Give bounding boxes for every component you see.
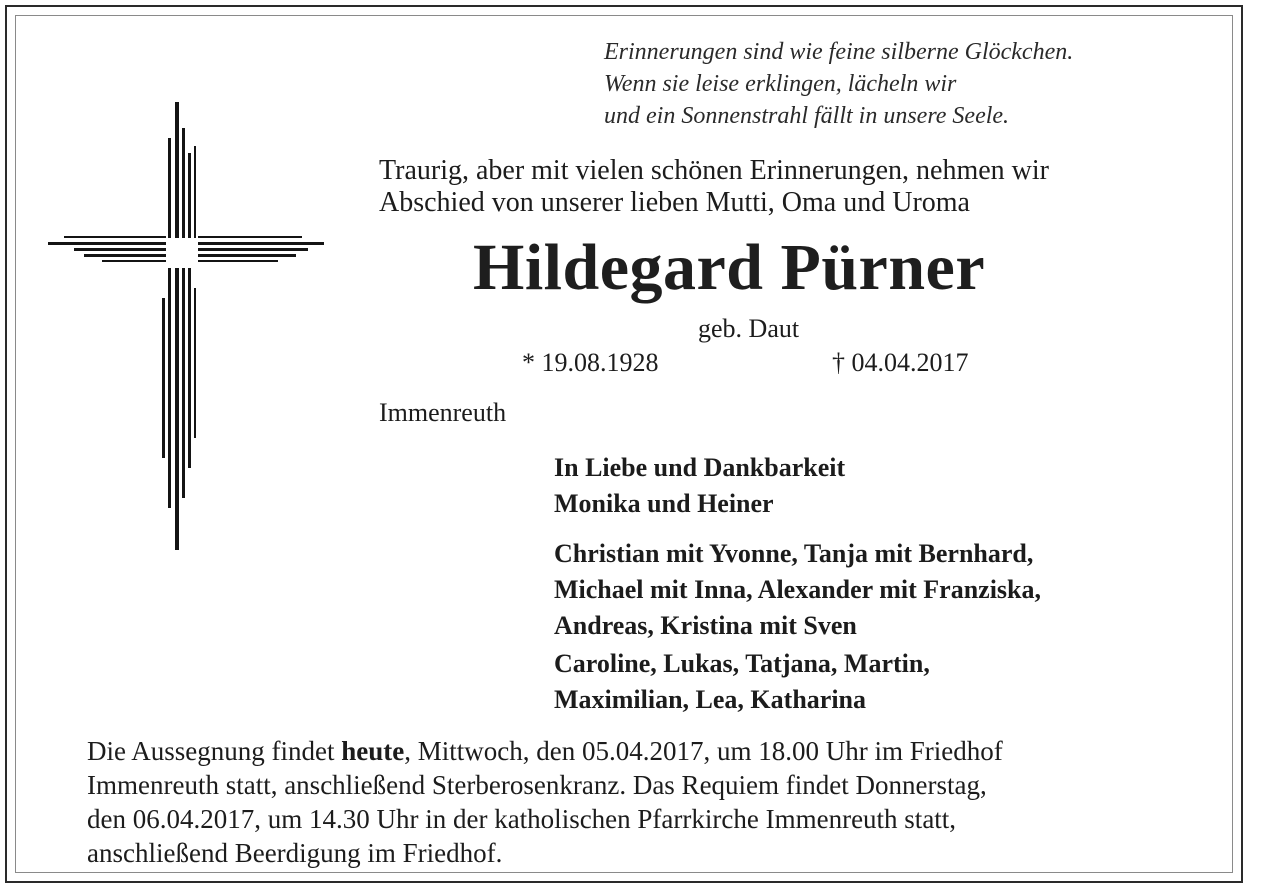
birth-date: * 19.08.1928 (522, 348, 659, 377)
mourners-group-1 (554, 450, 845, 522)
mourner-line: In Liebe und Dankbarkeit (554, 453, 846, 482)
intro-text (379, 155, 1049, 219)
birth-name: geb. Daut (698, 314, 800, 343)
hometown: Immenreuth (379, 398, 507, 427)
mourner-line: Maximilian, Lea, Katharina (554, 685, 866, 714)
quote-line: Erinnerungen sind wie feine silberne Glöckchen. (604, 39, 1074, 65)
mourner-line: Monika und Heiner (554, 489, 774, 518)
mourner-line: Michael mit Inna, Alexander mit Franziska, (554, 575, 1042, 604)
intro-line: Abschied von unserer lieben Mutti, Oma und Uroma (379, 187, 970, 218)
mourner-line: Caroline, Lukas, Tatjana, Martin, (554, 649, 930, 678)
notice-line: anschließend Beerdigung im Friedhof. (87, 838, 503, 868)
mourners-group-3 (554, 646, 930, 718)
mourner-line: Christian mit Yvonne, Tanja mit Bernhard, (554, 539, 1034, 568)
quote-line: Wenn sie leise erklingen, lächeln wir (604, 71, 957, 97)
quote-line: und ein Sonnenstrahl fällt in unsere Seele. (604, 103, 1010, 129)
notice-text: Die Aussegnung findet (87, 736, 342, 766)
mourners-group-2 (554, 536, 1041, 644)
notice-emphasis: heute (341, 736, 405, 766)
notice-text: , Mittwoch, den 05.04.2017, um 18.00 Uhr im Friedhof (404, 736, 1003, 766)
deceased-name: Hildegard Pürner (473, 231, 986, 304)
death-date: † 04.04.2017 (832, 348, 969, 377)
notice-line (87, 734, 1003, 768)
memorial-quote (604, 36, 1073, 132)
mourner-line: Andreas, Kristina mit Sven (554, 611, 857, 640)
notice-line: Immenreuth statt, anschließend Sterberosenkranz. Das Requiem findet Donnerstag, (87, 770, 987, 800)
notice-line: den 06.04.2017, um 14.30 Uhr in der katholischen Pfarrkirche Immenreuth statt, (87, 804, 957, 834)
funeral-notice (87, 734, 1003, 870)
cross-icon (44, 98, 328, 554)
intro-line: Traurig, aber mit vielen schönen Erinnerungen, nehmen wir (379, 155, 1050, 186)
